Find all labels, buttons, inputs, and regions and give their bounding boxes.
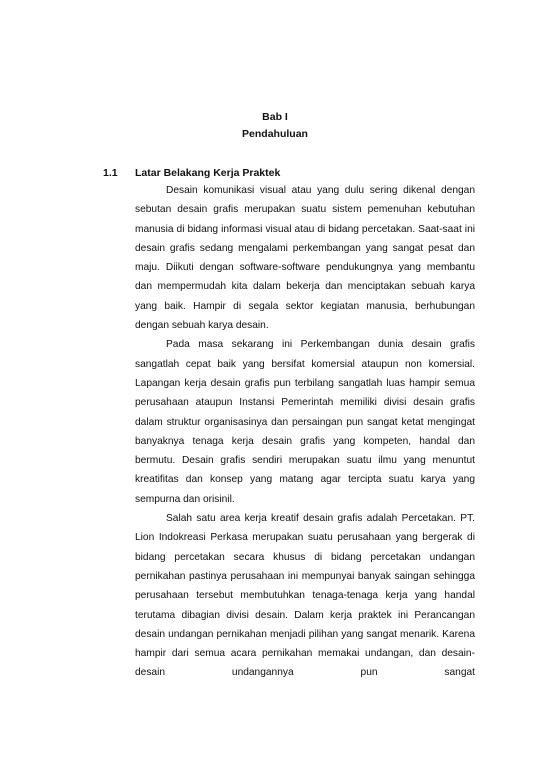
section-number: 1.1 <box>103 167 118 179</box>
chapter-title: Pendahuluan <box>242 128 308 140</box>
chapter-number: Bab I <box>262 111 288 123</box>
paragraph-2: Pada masa sekarang ini Perkembangan dunia desain grafis sangatlah cepat baik yang bersifat komersial ataupun non komersial. Lapangan kerja desain grafis pun terbilang sangatlah luas hampir semua perusahaan ataupun Instansi Pemerintah memiliki divisi desain grafis dalam struktur organisasinya dan persaingan pun sangat ketat mengingat banyaknya tenaga kerja desain grafis yang kompeten, handal dan bermutu. Desain grafis sendiri merupakan suatu ilmu yang menuntut kreatifitas dan konsep yang matang agar tercipta suatu karya yang sempurna dan orisinil. <box>135 339 475 505</box>
section-heading <box>103 166 280 180</box>
section-title: Latar Belakang Kerja Praktek <box>135 167 281 179</box>
body-text <box>135 181 475 683</box>
paragraph-3: Salah satu area kerja kreatif desain grafis adalah Percetakan. PT. Lion Indokreasi Perkasa merupakan suatu perusahaan yang bergerak di bidang percetakan secara khusus di bidang percetakan undangan pernikahan pastinya perusahaan ini mempunyai banyak saingan sehingga perusahaan tersebut membutuhkan tenaga-tenaga kerja yang handal terutama dibagian divisi desain. Dalam kerja praktek ini Perancangan desain undangan pernikahan menjadi pilihan yang sangat menarik. Karena hampir dari semua acara pernikahan memakai undangan, dan desain-desain undangannya pun sangat <box>135 513 475 679</box>
paragraph-1: Desain komunikasi visual atau yang dulu sering dikenal dengan sebutan desain grafis merupakan suatu sistem pemenuhan kebutuhan manusia di bidang informasi visual atau di bidang percetakan. Saat-saat ini desain grafis sedang mengalami perkembangan yang sangat pesat dan maju. Diikuti dengan software-software pendukungnya yang membantu dan mempermudah kita dalam bekerja dan menciptakan sebuah karya yang baik. Hampir di segala sektor kegiatan manusia, berhubungan dengan sebuah karya desain. <box>135 185 475 332</box>
